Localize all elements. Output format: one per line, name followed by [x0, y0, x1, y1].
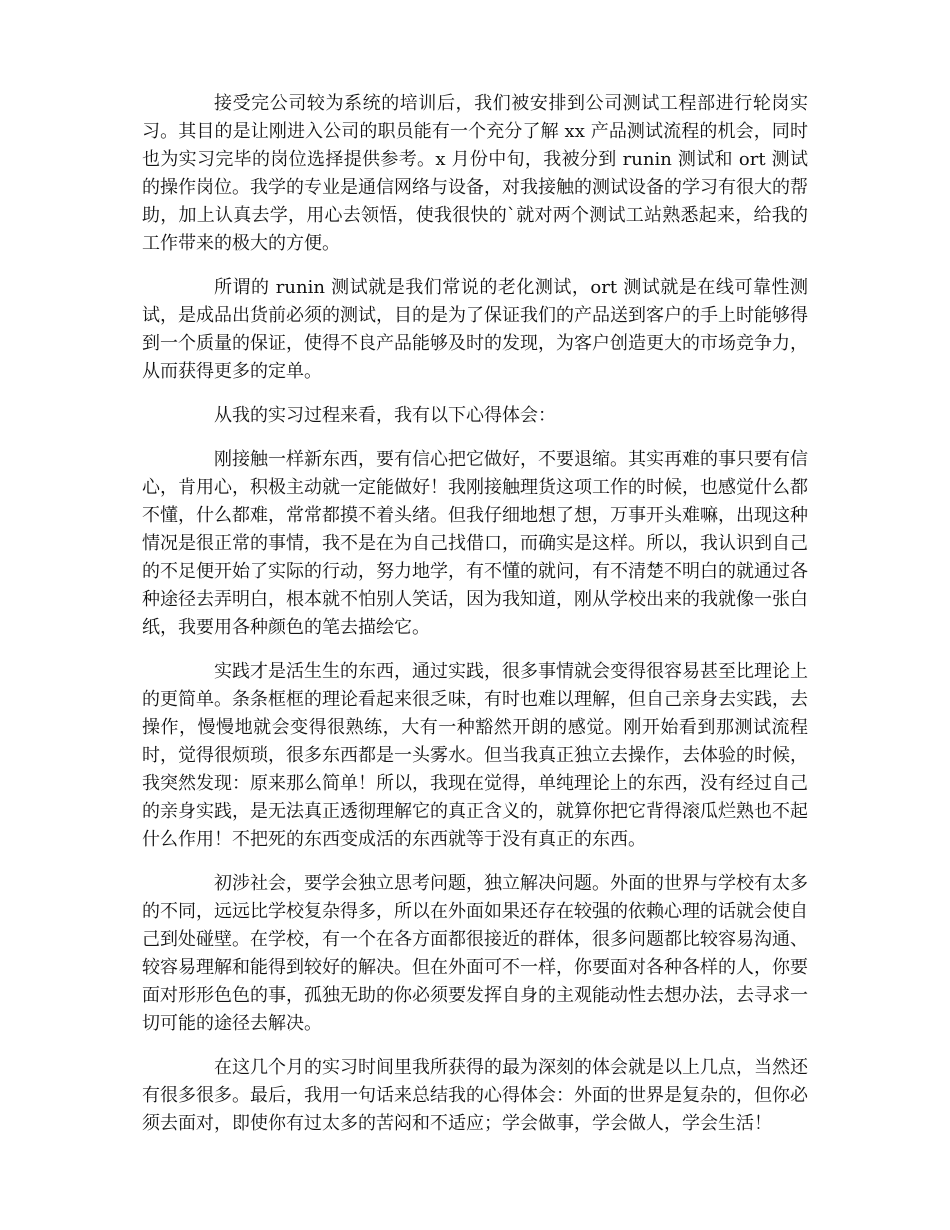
paragraph-1: 接受完公司较为系统的培训后，我们被安排到公司测试工程部进行轮岗实习。其目的是让刚进入公司的职员能有一个充分了解 xx 产品测试流程的机会，同时也为实习完毕的岗位选择提供参考。x 月份中旬，我被分到 runin 测试和 ort 测试的操作岗位。我学的专业是通信网络与设备，对我接触的测试设备的学习有很大的帮助，加上认真去学，用心去领悟，使我很快的`就对两个测试工站熟悉起来，给我的工作带来的极大的方便。 — [142, 93, 808, 254]
paragraph-4: 刚接触一样新东西，要有信心把它做好，不要退缩。其实再难的事只要有信心，肯用心，积极主动就一定能做好！我刚接触理货这项工作的时候，也感觉什么都不懂，什么都难，常常都摸不着头绪。但我仔细地想了想，万事开头难嘛，出现这种情况是很正常的事情，我不是在为自己找借口，而确实是这样。所以，我认识到自己的不足便开始了实际的行动，努力地学，有不懂的就问，有不清楚不明白的就通过各种途径去弄明白，根本就不怕别人笑话，因为我知道，刚从学校出来的我就像一张白纸，我要用各种颜色的笔去描绘它。 — [142, 449, 808, 638]
paragraph-5: 实践才是活生生的东西，通过实践，很多事情就会变得很容易甚至比理论上的更简单。条条框框的理论看起来很乏味，有时也难以理解，但自己亲身去实践，去操作，慢慢地就会变得很熟练，大有一种豁然开朗的感觉。刚开始看到那测试流程时，觉得很烦琐，很多东西都是一头雾水。但当我真正独立去操作，去体验的时候，我突然发现：原来那么简单！所以，我现在觉得，单纯理论上的东西，没有经过自己的亲身实践，是无法真正透彻理解它的真正含义的，就算你把它背得滚瓜烂熟也不起什么作用！不把死的东西变成活的东西就等于没有真正的东西。 — [142, 661, 808, 850]
paragraph-6: 初涉社会，要学会独立思考问题，独立解决问题。外面的世界与学校有太多的不同，远远比学校复杂得多，所以在外面如果还存在较强的依赖心理的话就会使自己到处碰壁。在学校，有一个在各方面都很接近的群体，很多问题都比较容易沟通、较容易理解和能得到较好的解决。但在外面可不一样，你要面对各种各样的人，你要面对形形色色的事，孤独无助的你必须要发挥自身的主观能动性去想办法，去寻求一切可能的途径去解决。 — [142, 873, 808, 1034]
paragraph-3: 从我的实习过程来看，我有以下心得体会： — [214, 405, 556, 426]
document-body — [142, 90, 808, 1154]
paragraph-2: 所谓的 runin 测试就是我们常说的老化测试，ort 测试就是在线可靠性测试，是成品出货前必须的测试，目的是为了保证我们的产品送到客户的手上时能够得到一个质量的保证，使得不良产品能够及时的发现，为客户创造更大的市场竞争力，从而获得更多的定单。 — [142, 277, 808, 382]
paragraph-7: 在这几个月的实习时间里我所获得的最为深刻的体会就是以上几点，当然还有很多很多。最后，我用一句话来总结我的心得体会：外面的世界是复杂的，但你必须去面对，即使你有过太多的苦闷和不适应；学会做事，学会做人，学会生活！ — [142, 1057, 808, 1134]
